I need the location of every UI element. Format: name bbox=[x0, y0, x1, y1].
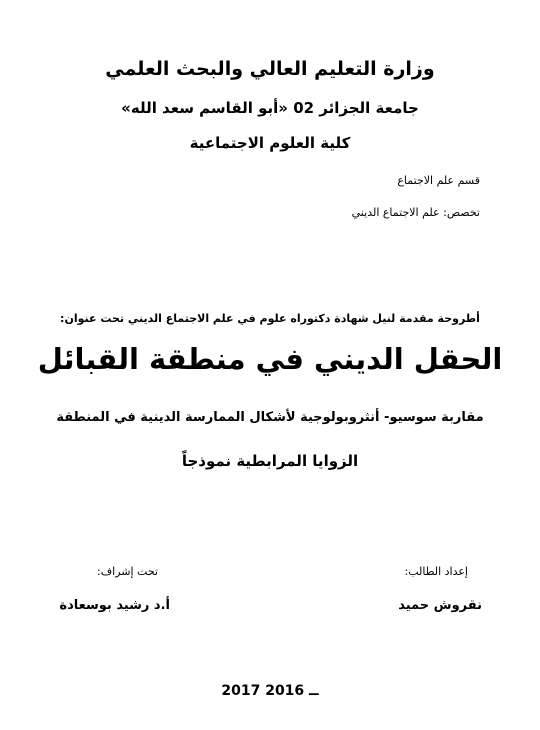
student-name: نقروش حميد bbox=[398, 598, 482, 613]
academic-year: 2017 ــ 2016 bbox=[221, 683, 319, 699]
thesis-intro: أطروحة مقدمة لنيل شهادة دكتوراه علوم في علم الاجتماع الديني تحت عنوان: bbox=[60, 312, 480, 325]
specialization: تخصص: علم الاجتماع الديني bbox=[351, 206, 480, 219]
supervised-by-label: تحت إشراف: bbox=[97, 565, 158, 578]
thesis-subtitle-line-2: الزوايا المرابطية نموذجاً bbox=[181, 452, 359, 470]
thesis-subtitle-line-1: مقاربة سوسيو- أنثروبولوجية لأشكال الممارسة الدينية في المنطقة bbox=[56, 410, 484, 425]
department-name: قسم علم الاجتماع bbox=[397, 174, 480, 187]
university-name: جامعة الجزائر 02 «أبو القاسم سعد الله» bbox=[121, 99, 419, 117]
prepared-by-label: إعداد الطالب: bbox=[404, 565, 468, 578]
supervisor-name: أ.د رشيد بوسعادة bbox=[59, 598, 170, 613]
ministry-heading: وزارة التعليم العالي والبحث العلمي bbox=[105, 58, 435, 80]
faculty-name: كلية العلوم الاجتماعية bbox=[189, 134, 351, 152]
thesis-title: الحقل الديني في منطقة القبائل bbox=[37, 342, 503, 376]
